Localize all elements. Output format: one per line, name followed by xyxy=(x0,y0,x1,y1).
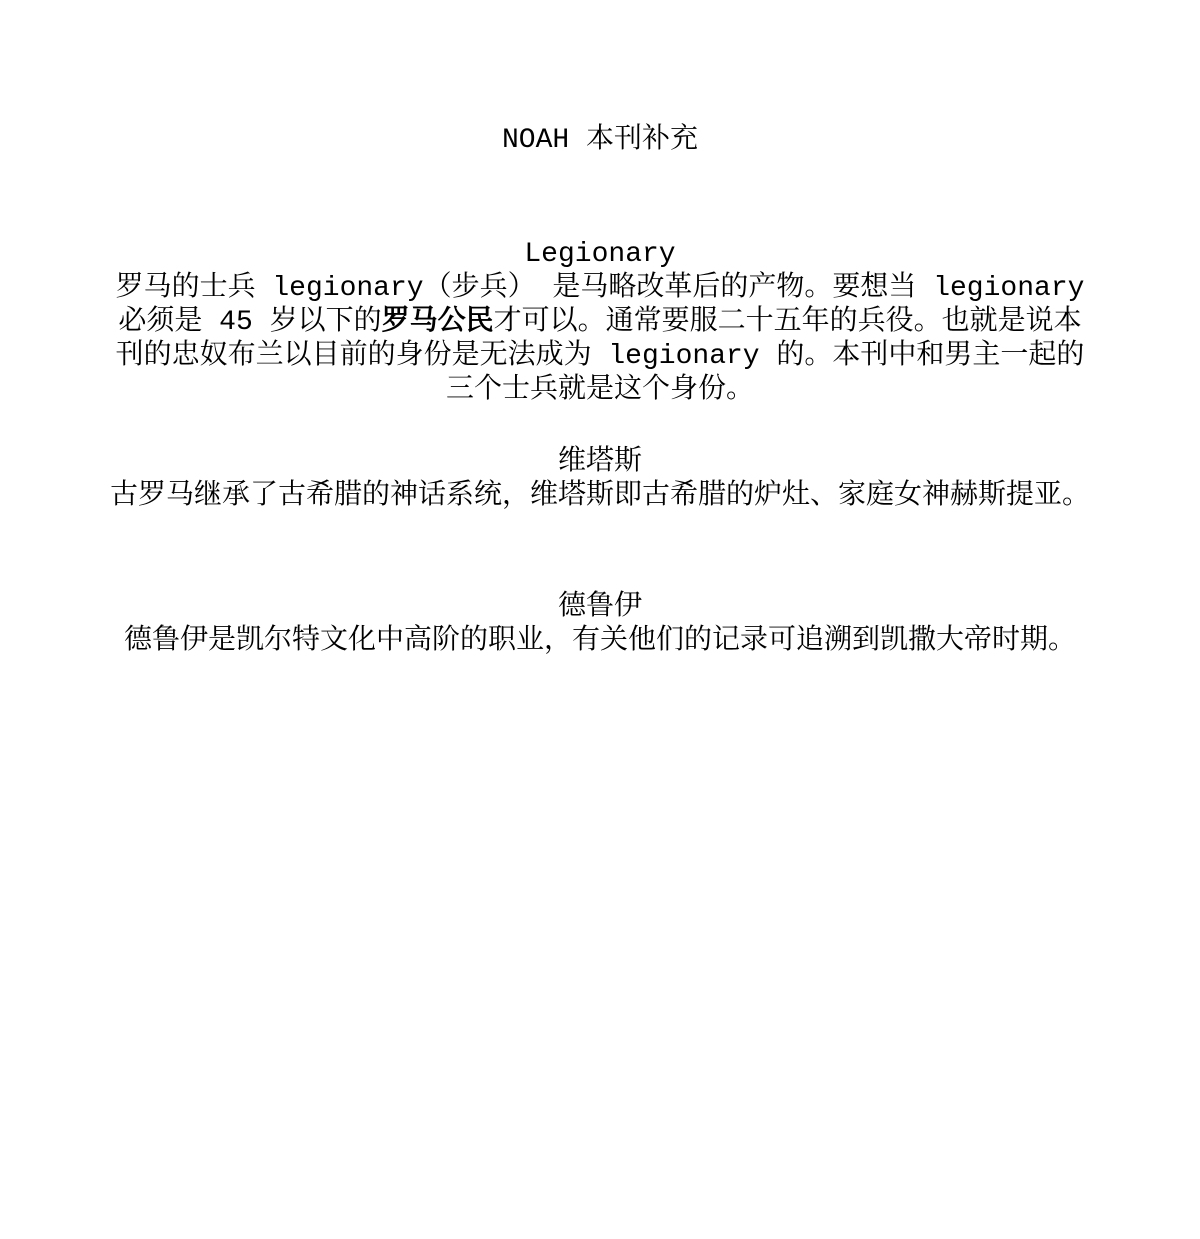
section-vesta-heading: 维塔斯 xyxy=(557,447,642,478)
section-druid-body: 德鲁伊是凯尔特文化中高阶的职业，有关他们的记录可追溯到凯撒大帝时期。 xyxy=(123,626,1076,657)
section-legionary xyxy=(0,238,1200,408)
section-legionary-heading: Legionary xyxy=(524,239,676,270)
section-legionary-body xyxy=(106,272,1094,408)
body-text-after-bold: 才可以。通常要服二十五年的兵役。也就是说本刊的忠奴布兰以目前的身份是无法成为 legionary 的。本刊中和男主一起的三个士兵就是这个身份。 xyxy=(115,307,1085,406)
section-vesta-body: 古罗马继承了古希腊的神话系统，维塔斯即古希腊的炉灶、家庭女神赫斯提亚。 xyxy=(109,481,1090,512)
document-title: NOAH 本刊补充 xyxy=(501,125,698,156)
body-text-before-bold: 罗马的士兵 legionary（步兵） 是马略改革后的产物。要想当 legionary 必须是 45 岁以下的 xyxy=(115,273,1085,338)
section-vesta xyxy=(0,446,1200,514)
section-druid xyxy=(0,591,1200,659)
section-druid-heading: 德鲁伊 xyxy=(557,592,642,623)
bold-term-roman-citizen: 罗马公民 xyxy=(381,307,494,338)
